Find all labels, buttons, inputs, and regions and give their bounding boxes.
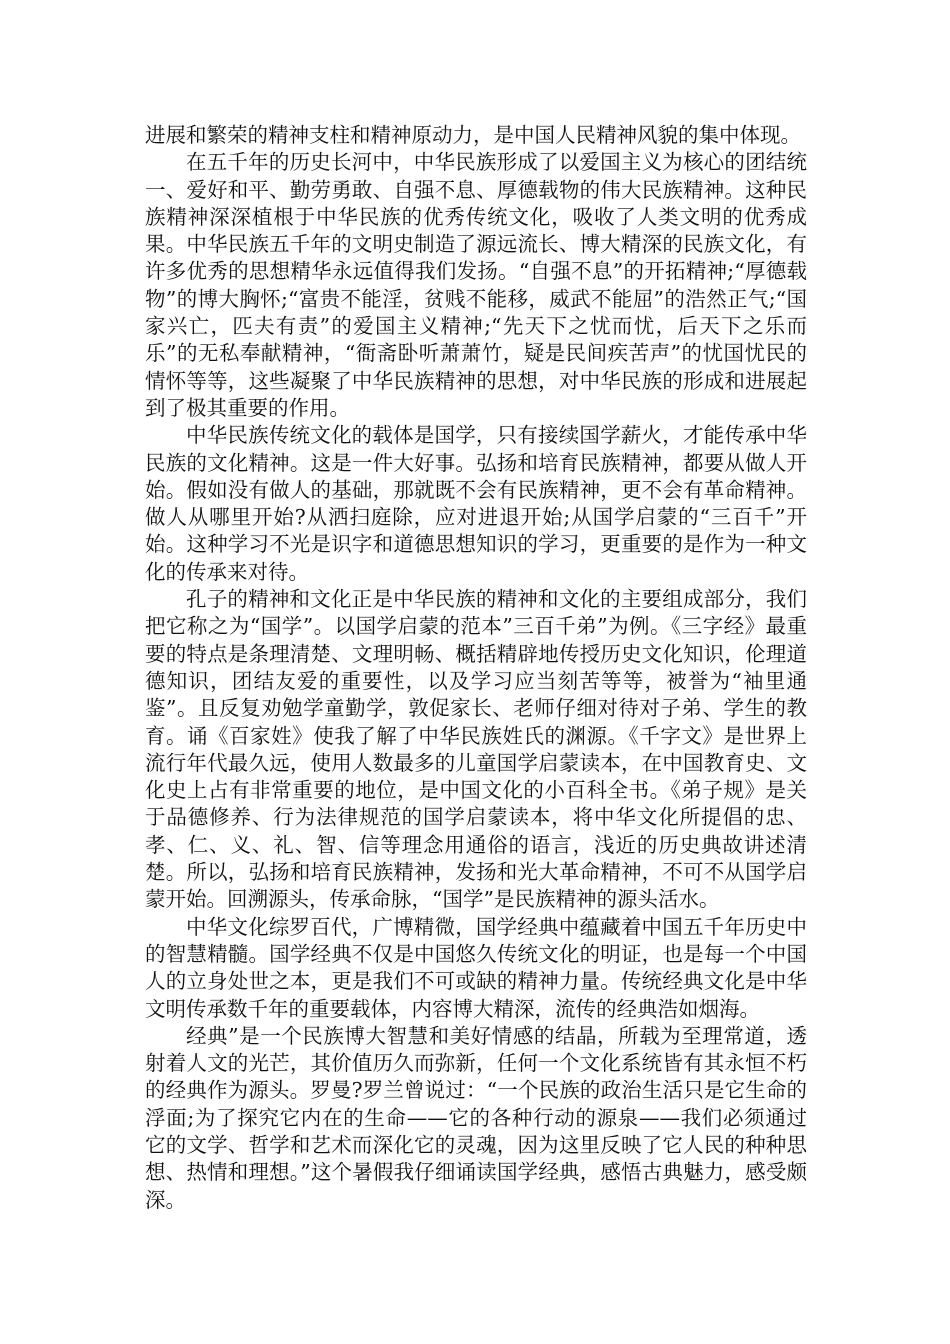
paragraph-confucius: 孔子的精神和文化正是中华民族的精神和文化的主要组成部分，我们把它称之为“国学”。以国学启蒙的范本”三百千弟”为例。《三字经》最重要的特点是条理清楚、文理明畅、概括精辟地传授历史文化知识，伦理道德知识，团结友爱的重要性，以及学习应当刻苦等等，被誉为“袖里通鉴”。且反复劝勉学童勤学，敦促家长、老师仔细对待对子弟、学生的教育。诵《百家姓》使我了解了中华民族姓氏的渊源。《千字文》是世界上流行年代最久远，使用人数最多的儿童国学启蒙读本，在中国教育史、文化史上占有非常重要的地位，是中国文化的小百科全书。《弟子规》是关于品德修养、行为法律规范的国学启蒙读本，将中华文化所提倡的忠、孝、仁、义、礼、智、信等理念用通俗的语言，浅近的历史典故讲述清楚。所以，弘扬和培育民族精神，发扬和光大革命精神，不可不从国学启蒙开始。回溯源头，传承命脉，“国学”是民族精神的源头活水。 (145, 587, 807, 912)
paragraph-classics: 经典”是一个民族博大智慧和美好情感的结晶，所载为至理常道，透射着人文的光芒，其价值历久而弥新，任何一个文化系统皆有其永恒不朽的经典作为源头。罗曼?罗兰曾说过：“一个民族的政治生活只是它生命的浮面;为了探究它内在的生命——它的各种行动的源泉——我们必须通过它的文学、哲学和艺术而深化它的灵魂，因为这里反映了它人民的种种思想、热情和理想。”这个暑假我仔细诵读国学经典，感悟古典魅力，感受颇深。 (145, 1023, 807, 1212)
paragraph-national-spirit: 在五千年的历史长河中，中华民族形成了以爱国主义为核心的团结统一、爱好和平、勤劳勇敢、自强不息、厚德载物的伟大民族精神。这种民族精神深深植根于中华民族的优秀传统文化，吸收了人类文明的优秀成果。中华民族五千年的文明史制造了源远流长、博大精深的民族文化，有许多优秀的思想精华永远值得我们发扬。“自强不息”的开拓精神;“厚德载物”的博大胸怀;“富贵不能淫，贫贱不能移，威武不能屈”的浩然正气;“国家兴亡，匹夫有责”的爱国主义精神;“先天下之忧而忧，后天下之乐而乐”的无私奉献精神，“衙斋卧听萧萧竹，疑是民间疾苦声”的忧国忧民的情怀等等，这些凝聚了中华民族精神的思想，对中华民族的形成和进展起到了极其重要的作用。 (145, 150, 807, 420)
paragraph-guoxue-carrier: 中华民族传统文化的载体是国学，只有接续国学薪火，才能传承中华民族的文化精神。这是一件大好事。弘扬和培育民族精神，都要从做人开始。假如没有做人的基础，那就既不会有民族精神，更不会有革命精神。做人从哪里开始?从洒扫庭除，应对进退开始;从国学启蒙的“三百千”开始。这种学习不光是识字和道德思想知识的学习，更重要的是作为一种文化的传承来对待。 (145, 423, 807, 584)
paragraph-chinese-culture: 中华文化综罗百代，广博精微，国学经典中蕴藏着中国五千年历史中的智慧精髓。国学经典不仅是中国悠久传统文化的明证，也是每一个中国人的立身处世之本，更是我们不可或缺的精神力量。传统经典文化是中华文明传承数千年的重要载体，内容博大精深，流传的经典浩如烟海。 (145, 914, 807, 1021)
document-page (145, 122, 807, 1214)
paragraph-continuation: 进展和繁荣的精神支柱和精神原动力，是中国人民精神风貌的集中体现。 (145, 123, 801, 147)
